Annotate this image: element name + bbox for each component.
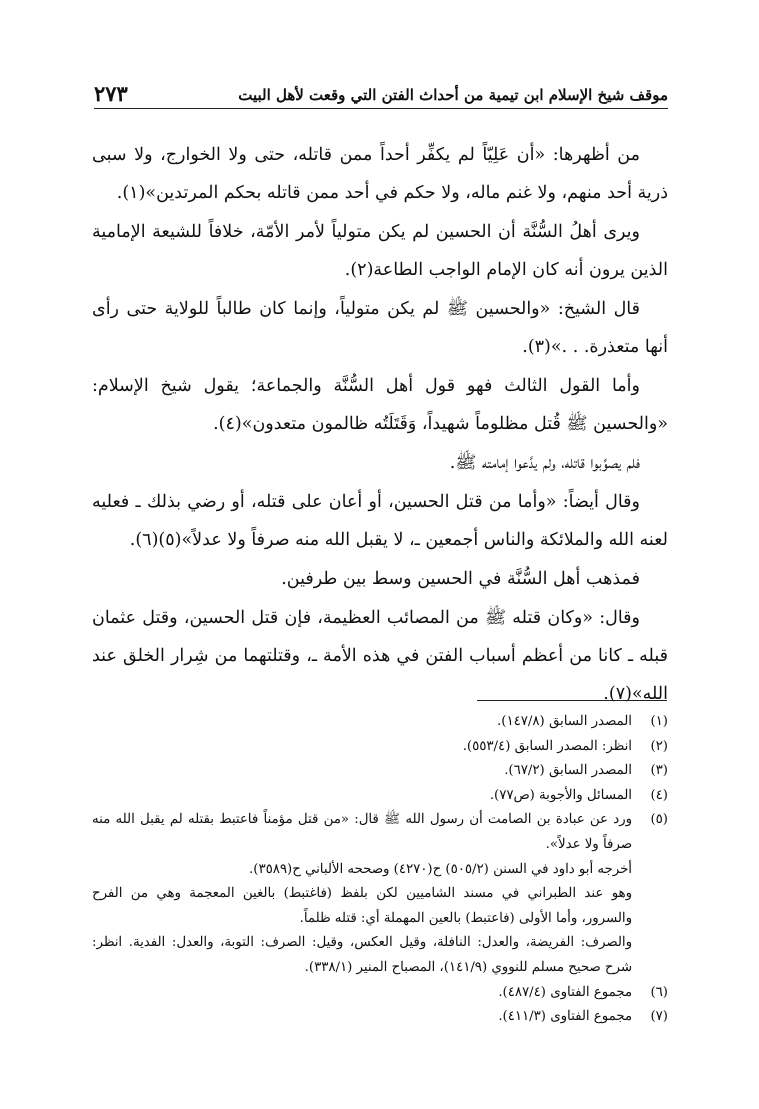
running-title: موقف شيخ الإسلام ابن تيمية من أحداث الفتن التي وقعت لأهل البيت [238,86,668,104]
footnote-text: المصدر السابق (٦٧/٢). [504,763,632,779]
footnote-text: أخرجه أبو داود في السنن (٥٠٥/٢) ح(٤٢٧٠) وصححه الألباني ح(٣٥٨٩). [249,861,632,877]
footnote [92,710,668,735]
footnote-number: (٣) [650,763,668,779]
footnote [92,735,668,760]
paragraph: قال الشيخ: «والحسين ﷺ لم يكن متولياً، وإنما كان طالباً للولاية حتى رأى أنها متعذرة. . .»(٣). [92,299,668,357]
paragraph: وقال أيضاً: «وأما من قتل الحسين، أو أعان على قتله، أو رضي بذلك ـ فعليه لعنه الله والملائكة والناس أجمعين ـ، لا يقبل الله منه صرفاً ولا عدلاً»(٥)(٦). [92,492,668,550]
footnote-text: وهو عند الطبراني في مسند الشاميين لكن بلفظ (فاغتبط) بالغين المعجمة وهي من الفرح والسرور، وأما الأولى (فاعتبط) بالعين المهملة أي: قتله ظلماً. [92,886,632,926]
footnotes [92,710,668,1030]
paragraph: من أظهرها: «أن عَلِيّاً لم يكفِّر أحداً ممن قاتله، حتى ولا الخوارج، ولا سبى ذرية أحد منهم، ولا غنم ماله، ولا حكم في أحد ممن قاتله بحكم المرتدين»(١). [92,145,668,203]
footnote [92,784,668,809]
footnote-number: (٢) [650,738,668,754]
body-text [92,136,668,714]
footnote-text: المصدر السابق (١٤٧/٨). [497,714,632,729]
paragraph: فمذهب أهل السُّنَّة في الحسين وسط بين طرفين. [281,569,640,589]
footnote-text: مجموع الفتاوى (٤١١/٣). [498,1009,632,1025]
footnote [92,981,668,1006]
footnote-text: ورد عن عبادة بن الصامت أن رسول الله ﷺ قال: «من قتل مؤمناً فاعتبط بقتله لم يقبل الله منه صرفاً ولا عدلاً». [92,812,632,852]
page-number: ٢٧٣ [94,81,128,106]
footnote-number: (٥) [650,812,668,828]
footnote-text: مجموع الفتاوى (٤٨٧/٤). [498,984,632,1000]
footnote-text: والصرف: الفريضة، والعدل: النافلة، وقيل العكس، وقيل: الصرف: التوبة، والعدل: الفدية. انظر: شرح صحيح مسلم للنووي (١٤١/٩)، المصباح المنير (٣٣٨/١). [92,935,632,975]
footnote [92,1005,668,1030]
page-header [94,78,668,109]
footnote [92,759,668,784]
footnote-separator [477,700,667,701]
footnote-number: (١) [650,714,668,729]
footnote-number: (٧) [650,1009,668,1025]
paragraph: فلم يصوِّبوا قاتله، ولم يدَّعوا إمامته ﷺ. [449,453,640,473]
footnote-text: المسائل والأجوبة (ص٧٧). [489,787,632,803]
footnote-text: انظر: المصدر السابق (٥٥٣/٤). [462,738,632,754]
paragraph: ويرى أهلُ السُّنَّة أن الحسين لم يكن متولياً لأمر الأمّة، خلافاً للشيعة الإمامية الذين يرون أنه كان الإمام الواجب الطاعة(٢). [92,222,668,280]
footnote [92,808,668,980]
footnote-number: (٦) [650,984,668,1000]
paragraph: وقال: «وكان قتله ﷺ من المصائب العظيمة، فإن قتل الحسين، وقتل عثمان قبله ـ كانا من أعظم أسباب الفتن في هذه الأمة ـ، وقتلتهما من شِرار الخلق عند الله»(٧). [92,608,668,704]
paragraph: وأما القول الثالث فهو قول أهل السُّنَّة والجماعة؛ يقول شيخ الإسلام: «والحسين ﷺ قُتل مظلوماً شهيداً، وَقَتَلَتُه ظالمون متعدون»(٤). [92,376,668,434]
footnote-number: (٤) [650,787,668,803]
